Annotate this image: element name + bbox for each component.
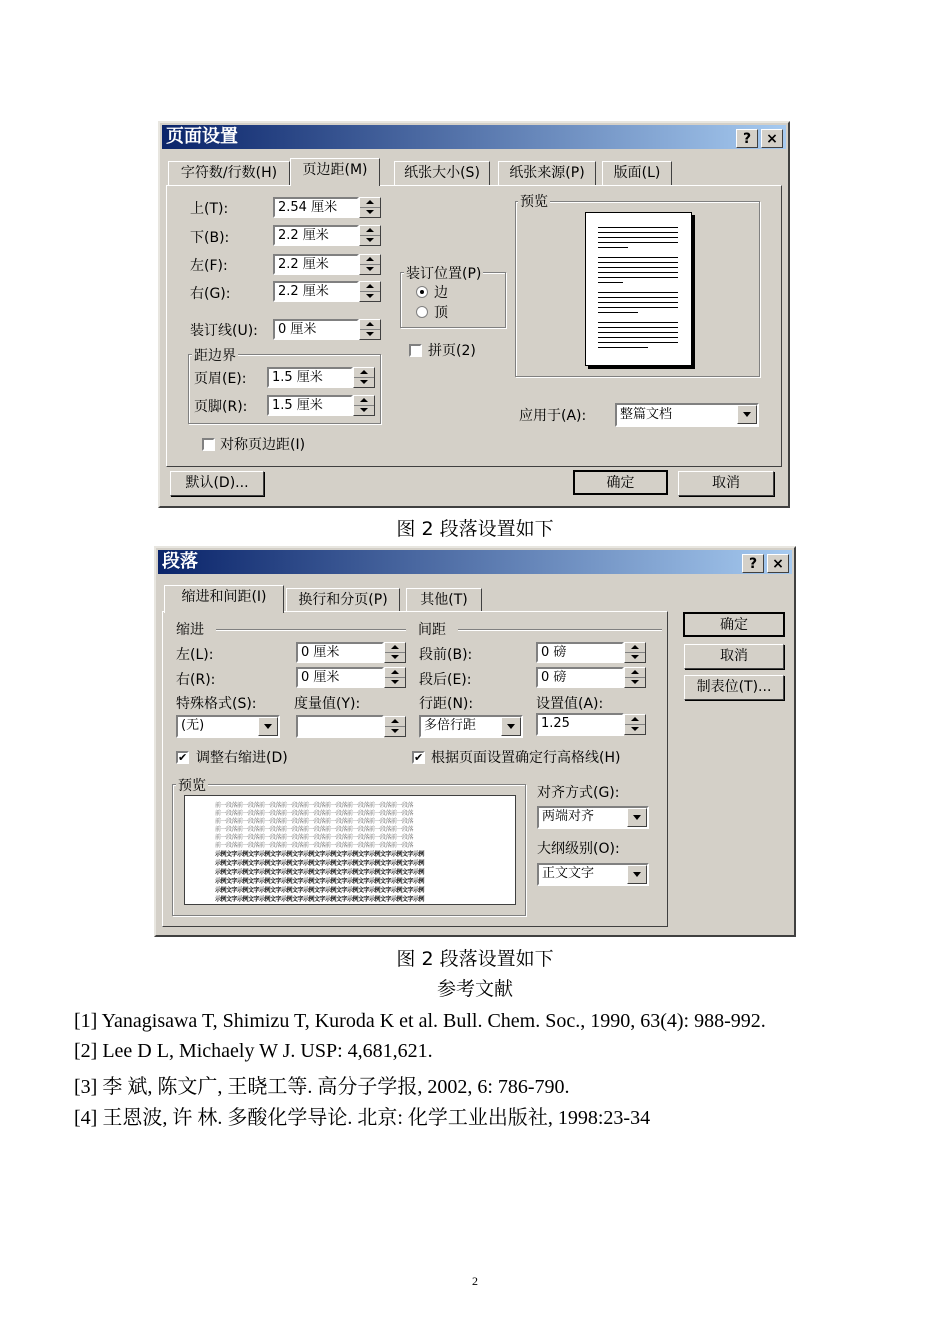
tab-other[interactable]: 其他(T) xyxy=(406,588,482,612)
preview-title: 预览 xyxy=(518,191,550,211)
two-pages-checkbox[interactable] xyxy=(409,344,422,357)
dialog-title: 段落 xyxy=(162,551,198,572)
paragraph-preview-box xyxy=(184,795,516,905)
left-margin-spinner[interactable] xyxy=(359,254,381,275)
alignment-dropdown[interactable] xyxy=(627,808,647,827)
mirror-margins-label: 对称页边距(I) xyxy=(220,437,306,453)
outline-level-dropdown[interactable] xyxy=(627,865,647,884)
close-button[interactable]: × xyxy=(761,129,783,148)
apply-to-dropdown[interactable] xyxy=(737,405,757,424)
page-number: 2 xyxy=(472,1274,478,1288)
reference-item: [1] Yanagisawa T, Shimizu T, Kuroda K et al. Bull. Chem. Soc., 1990, 63(4): 988-992. xyxy=(74,1010,766,1032)
left-indent-label: 左(L): xyxy=(176,647,214,663)
preview-title: 预览 xyxy=(176,775,208,795)
ok-button[interactable]: 确定 xyxy=(573,470,668,495)
line-spacing-select[interactable]: 多倍行距 xyxy=(419,715,523,738)
indent-title: 缩进 xyxy=(176,622,204,638)
gutter-position-title: 装订位置(P) xyxy=(404,263,483,283)
left-margin-input[interactable]: 2.2 厘米 xyxy=(273,254,359,275)
cancel-button[interactable]: 取消 xyxy=(684,644,784,669)
references-heading: 参考文献 xyxy=(436,978,513,1000)
top-margin-spinner[interactable] xyxy=(359,197,381,218)
paragraph-dialog xyxy=(154,546,796,937)
right-indent-spinner[interactable] xyxy=(384,667,406,688)
chevron-down-icon xyxy=(743,412,751,417)
footer-input[interactable]: 1.5 厘米 xyxy=(267,395,353,416)
bottom-margin-spinner[interactable] xyxy=(359,225,381,246)
outline-level-select[interactable]: 正文文字 xyxy=(537,863,649,886)
by-input[interactable] xyxy=(296,715,384,738)
tab-paper-source[interactable]: 纸张来源(P) xyxy=(498,161,596,185)
reference-item: [3] 李 斌, 陈文广, 王晓工等. 高分子学报, 2002, 6: 786-790. xyxy=(74,1076,570,1098)
header-input[interactable]: 1.5 厘米 xyxy=(267,367,353,388)
gutter-input[interactable]: 0 厘米 xyxy=(273,319,359,340)
left-indent-input[interactable]: 0 厘米 xyxy=(296,642,384,663)
page-preview-image xyxy=(585,212,692,366)
chevron-down-icon xyxy=(264,724,272,729)
help-button[interactable]: ? xyxy=(736,129,758,148)
gutter-label: 装订线(U): xyxy=(190,323,258,339)
spacing-after-input[interactable]: 0 磅 xyxy=(536,667,624,688)
tab-chars-lines[interactable]: 字符数/行数(H) xyxy=(168,161,290,185)
preview-prev-line: 前一段落前一段落前一段落前一段落前一段落前一段落前一段落前一段落前一段落 xyxy=(215,810,414,817)
left-indent-spinner[interactable] xyxy=(384,642,406,663)
help-button[interactable]: ? xyxy=(742,554,764,573)
spacing-before-label: 段前(B): xyxy=(419,647,473,663)
auto-indent-checkbox[interactable]: ✔ xyxy=(178,751,188,764)
tab-margins[interactable]: 页边距(M) xyxy=(290,158,380,186)
close-button[interactable]: × xyxy=(767,554,789,573)
special-format-label: 特殊格式(S): xyxy=(176,696,257,712)
bottom-margin-input[interactable]: 2.2 厘米 xyxy=(273,225,359,246)
preview-current-line: 示例文字示例文字示例文字示例文字示例文字示例文字示例文字示例文字示例文字示例 xyxy=(215,896,425,903)
top-margin-label: 上(T): xyxy=(190,201,229,217)
right-indent-input[interactable]: 0 厘米 xyxy=(296,667,384,688)
line-spacing-label: 行距(N): xyxy=(419,696,474,712)
default-button[interactable]: 默认(D)... xyxy=(170,471,264,496)
header-spinner[interactable] xyxy=(353,367,375,388)
line-spacing-at-input[interactable]: 1.25 xyxy=(536,713,624,736)
right-margin-spinner[interactable] xyxy=(359,281,381,302)
apply-to-select[interactable]: 整篇文档 xyxy=(615,403,759,427)
by-spinner[interactable] xyxy=(384,716,406,737)
chevron-down-icon xyxy=(507,724,515,729)
alignment-label: 对齐方式(G): xyxy=(537,785,620,801)
tabs-button[interactable]: 制表位(T)... xyxy=(684,675,784,700)
reference-item: [2] Lee D L, Michaely W J. USP: 4,681,621. xyxy=(74,1040,433,1062)
preview-current-line: 示例文字示例文字示例文字示例文字示例文字示例文字示例文字示例文字示例文字示例 xyxy=(215,860,425,867)
right-margin-label: 右(G): xyxy=(190,286,231,302)
preview-prev-line: 前一段落前一段落前一段落前一段落前一段落前一段落前一段落前一段落前一段落 xyxy=(215,826,414,833)
snap-grid-checkbox[interactable]: ✔ xyxy=(414,751,424,764)
special-format-select[interactable]: (无) xyxy=(176,715,280,738)
ok-button[interactable]: 确定 xyxy=(683,612,785,637)
footer-spinner[interactable] xyxy=(353,395,375,416)
preview-prev-line: 前一段落前一段落前一段落前一段落前一段落前一段落前一段落前一段落前一段落 xyxy=(215,834,414,841)
tab-line-page-breaks[interactable]: 换行和分页(P) xyxy=(286,588,400,612)
gutter-spinner[interactable] xyxy=(359,319,381,340)
preview-prev-line: 前一段落前一段落前一段落前一段落前一段落前一段落前一段落前一段落前一段落 xyxy=(215,802,414,809)
preview-current-line: 示例文字示例文字示例文字示例文字示例文字示例文字示例文字示例文字示例文字示例 xyxy=(215,887,425,894)
reference-item: [4] 王恩波, 许 林. 多酸化学导论. 北京: 化学工业出版社, 1998:23-34 xyxy=(74,1107,651,1129)
gutter-top-label: 顶 xyxy=(434,305,448,321)
title-bar xyxy=(158,550,792,574)
footer-label: 页脚(R): xyxy=(194,399,248,415)
chevron-down-icon xyxy=(633,815,641,820)
preview-current-line: 示例文字示例文字示例文字示例文字示例文字示例文字示例文字示例文字示例文字示例 xyxy=(215,851,425,858)
figure-caption-1: 图 2 段落设置如下 xyxy=(396,518,554,540)
right-indent-label: 右(R): xyxy=(176,672,216,688)
left-margin-label: 左(F): xyxy=(190,258,228,274)
preview-current-line: 示例文字示例文字示例文字示例文字示例文字示例文字示例文字示例文字示例文字示例 xyxy=(215,869,425,876)
spacing-after-spinner[interactable] xyxy=(624,667,646,688)
header-label: 页眉(E): xyxy=(194,371,247,387)
indent-separator xyxy=(216,629,406,631)
mirror-margins-checkbox[interactable] xyxy=(202,438,215,451)
spacing-after-label: 段后(E): xyxy=(419,672,472,688)
apply-to-label: 应用于(A): xyxy=(519,408,587,424)
two-pages-label: 拼页(2) xyxy=(428,343,476,359)
title-bar xyxy=(162,125,786,149)
preview-prev-line: 前一段落前一段落前一段落前一段落前一段落前一段落前一段落前一段落前一段落 xyxy=(215,842,414,849)
special-format-dropdown[interactable] xyxy=(258,717,278,736)
by-label: 度量值(Y): xyxy=(294,696,361,712)
from-edge-title: 距边界 xyxy=(192,345,238,365)
spacing-title: 间距 xyxy=(418,622,446,638)
gutter-side-radio[interactable] xyxy=(416,286,428,298)
line-spacing-at-spinner[interactable] xyxy=(624,714,646,735)
alignment-select[interactable]: 两端对齐 xyxy=(537,806,649,829)
cancel-button[interactable]: 取消 xyxy=(678,471,774,496)
tab-indents-spacing[interactable]: 缩进和间距(I) xyxy=(164,585,284,613)
preview-prev-line: 前一段落前一段落前一段落前一段落前一段落前一段落前一段落前一段落前一段落 xyxy=(215,818,414,825)
page-setup-dialog xyxy=(158,121,790,508)
dialog-title: 页面设置 xyxy=(166,126,238,147)
bottom-margin-label: 下(B): xyxy=(190,230,230,246)
chevron-down-icon xyxy=(633,872,641,877)
line-spacing-dropdown[interactable] xyxy=(501,717,521,736)
gutter-top-radio[interactable] xyxy=(416,306,428,318)
snap-grid-label: 根据页面设置确定行高格线(H) xyxy=(431,750,621,766)
tab-layout[interactable]: 版面(L) xyxy=(602,161,672,185)
gutter-side-label: 边 xyxy=(434,285,448,301)
outline-level-label: 大纲级别(O): xyxy=(537,841,620,857)
spacing-before-spinner[interactable] xyxy=(624,642,646,663)
spacing-before-input[interactable]: 0 磅 xyxy=(536,642,624,663)
figure-caption-2: 图 2 段落设置如下 xyxy=(396,948,554,970)
line-spacing-at-label: 设置值(A): xyxy=(536,696,604,712)
top-margin-input[interactable]: 2.54 厘米 xyxy=(273,197,359,218)
right-margin-input[interactable]: 2.2 厘米 xyxy=(273,281,359,302)
preview-current-line: 示例文字示例文字示例文字示例文字示例文字示例文字示例文字示例文字示例文字示例 xyxy=(215,878,425,885)
spacing-separator xyxy=(458,629,662,631)
tab-paper-size[interactable]: 纸张大小(S) xyxy=(394,161,490,185)
auto-indent-label: 调整右缩进(D) xyxy=(196,750,288,766)
